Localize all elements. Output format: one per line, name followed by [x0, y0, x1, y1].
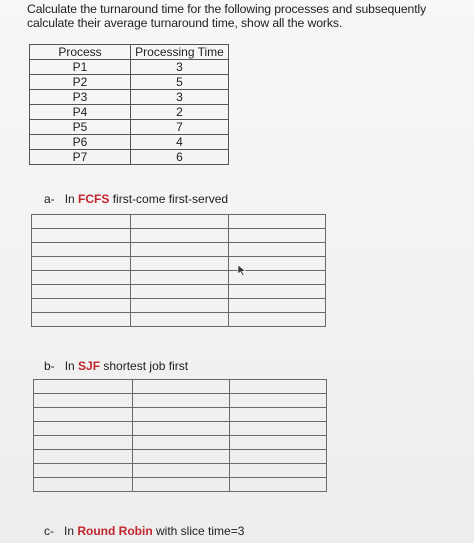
grid-row	[34, 408, 327, 422]
time-cell: 2	[131, 105, 229, 120]
process-cell: P6	[30, 135, 131, 150]
table-row	[30, 135, 229, 150]
grid-cell	[229, 299, 326, 313]
column-header-process: Process	[30, 45, 131, 60]
time-cell: 7	[131, 120, 229, 135]
grid-row	[34, 436, 327, 450]
section-a-highlight: FCFS	[78, 192, 110, 206]
column-header-processing-time: Processing Time	[131, 45, 229, 60]
grid-cell	[133, 380, 230, 394]
grid-cell	[131, 285, 229, 299]
grid-cell	[32, 229, 131, 243]
grid-cell	[230, 380, 327, 394]
time-cell: 3	[131, 60, 229, 75]
grid-cell	[229, 229, 326, 243]
question-prompt: Calculate the turnaround time for the following processes and subsequently calculate their average turnaround time, show all the works.	[27, 2, 427, 30]
grid-cell	[133, 464, 230, 478]
grid-row	[32, 271, 326, 285]
grid-cell	[34, 464, 133, 478]
grid-cell	[131, 313, 229, 327]
time-cell: 3	[131, 90, 229, 105]
grid-cell	[230, 464, 327, 478]
grid-row	[32, 243, 326, 257]
process-cell: P1	[30, 60, 131, 75]
grid-row	[34, 422, 327, 436]
section-c-prefix: c-	[44, 524, 54, 538]
table-header-row	[30, 45, 229, 60]
time-cell: 4	[131, 135, 229, 150]
table-row	[30, 75, 229, 90]
grid-cell	[133, 394, 230, 408]
grid-cell	[230, 394, 327, 408]
grid-cell	[34, 422, 133, 436]
fcfs-answer-grid	[31, 214, 326, 327]
grid-row	[34, 450, 327, 464]
grid-cell	[230, 450, 327, 464]
grid-cell	[32, 243, 131, 257]
section-b-post: shortest job first	[100, 359, 189, 373]
table-row	[30, 60, 229, 75]
grid-cell	[230, 408, 327, 422]
grid-cell	[229, 285, 326, 299]
grid-cell	[32, 215, 131, 229]
grid-cell	[229, 215, 326, 229]
grid-cell	[229, 313, 326, 327]
grid-row	[32, 257, 326, 271]
grid-row	[32, 299, 326, 313]
grid-cell	[32, 299, 131, 313]
grid-cell	[34, 408, 133, 422]
grid-cell	[34, 380, 133, 394]
grid-cell	[34, 450, 133, 464]
section-a-label	[44, 192, 228, 206]
grid-cell	[131, 229, 229, 243]
section-b-label	[44, 359, 188, 373]
grid-cell	[32, 285, 131, 299]
section-c-pre: In	[64, 524, 78, 538]
grid-cell	[34, 436, 133, 450]
section-a-prefix: a-	[44, 192, 55, 206]
time-cell: 6	[131, 150, 229, 165]
grid-cell	[32, 271, 131, 285]
grid-row	[34, 478, 327, 492]
process-cell: P7	[30, 150, 131, 165]
table-row	[30, 90, 229, 105]
table-row	[30, 120, 229, 135]
grid-row	[32, 215, 326, 229]
grid-cell	[230, 478, 327, 492]
table-row	[30, 150, 229, 165]
process-cell: P3	[30, 90, 131, 105]
grid-row	[34, 394, 327, 408]
grid-row	[32, 313, 326, 327]
grid-cell	[32, 313, 131, 327]
grid-cell	[131, 271, 229, 285]
time-cell: 5	[131, 75, 229, 90]
section-c-post: with slice time=3	[152, 524, 245, 538]
section-a-pre: In	[64, 192, 79, 206]
grid-cell	[230, 436, 327, 450]
section-b-pre: In	[64, 359, 79, 373]
grid-cell	[34, 394, 133, 408]
section-c-label	[44, 524, 244, 538]
grid-cell	[131, 257, 229, 271]
grid-cell	[131, 215, 229, 229]
section-b-prefix: b-	[44, 359, 55, 373]
process-table	[29, 44, 229, 165]
process-cell: P4	[30, 105, 131, 120]
grid-row	[34, 464, 327, 478]
mouse-pointer-icon	[237, 264, 247, 276]
section-b-highlight: SJF	[78, 359, 101, 373]
sjf-answer-grid	[33, 379, 327, 492]
grid-cell	[133, 436, 230, 450]
grid-row	[34, 380, 327, 394]
grid-cell	[34, 478, 133, 492]
grid-cell	[133, 450, 230, 464]
grid-cell	[133, 408, 230, 422]
grid-cell	[133, 422, 230, 436]
grid-cell	[32, 257, 131, 271]
grid-cell	[131, 299, 229, 313]
table-row	[30, 105, 229, 120]
grid-row	[32, 229, 326, 243]
grid-cell	[133, 478, 230, 492]
section-c-highlight: Round Robin	[77, 524, 153, 538]
process-cell: P2	[30, 75, 131, 90]
grid-cell	[230, 422, 327, 436]
section-a-post: first-come first-served	[109, 192, 229, 206]
grid-row	[32, 285, 326, 299]
grid-cell	[229, 243, 326, 257]
process-cell: P5	[30, 120, 131, 135]
grid-cell	[131, 243, 229, 257]
